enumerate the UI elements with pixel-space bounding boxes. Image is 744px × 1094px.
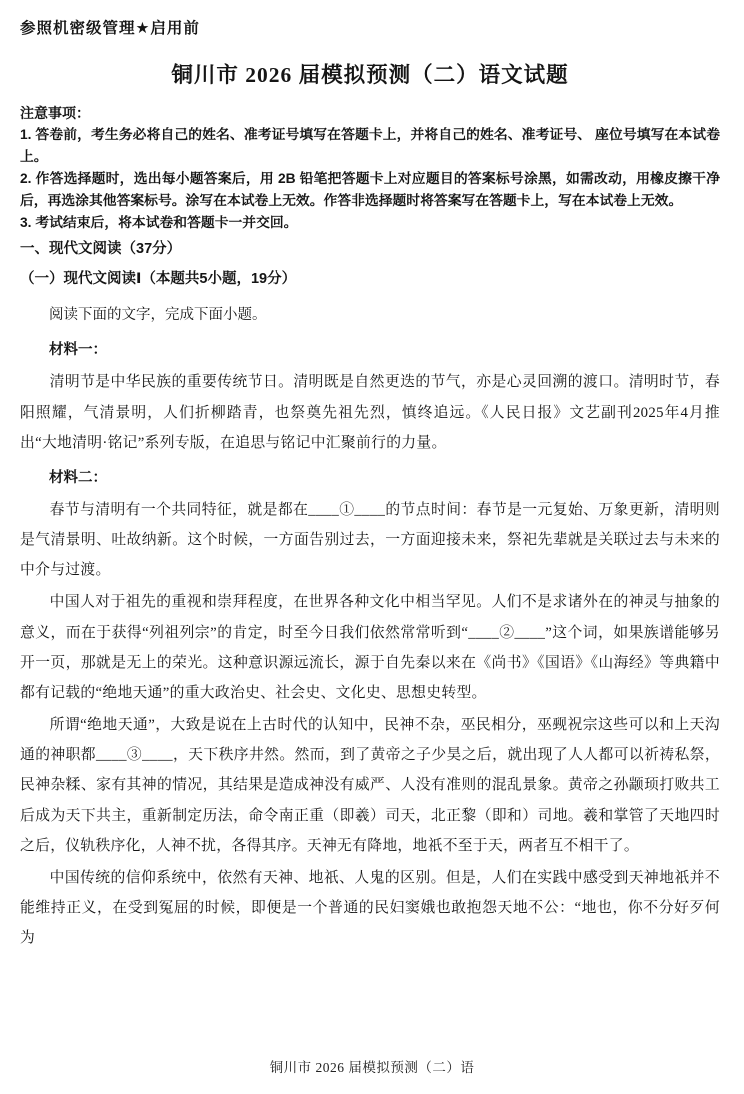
paragraph-body-para: 中国传统的信仰系统中，依然有天神、地祇、人鬼的区别。但是，人们在实践中感受到天神地祇并不能维持正义，在受到冤屈的时候，即便是一个普通的民妇窦娥也敢抱怨天地不公：“地也，你不分好歹何为	[20, 869, 720, 947]
paragraph-body-para: 所谓“绝地天通”，大致是说在上古时代的认知中，民神不杂，巫民相分，巫觋祝宗这些可以和上天沟通的神职都____③____，天下秩序井然。然而，到了黄帝之子少昊之后，就出现了人人都可以祈祷私祭，民神杂糅、家有其神的情况，其结果是造成神没有威严、人没有准则的混乱景象。黄帝之孙颛顼打败共工后成为天下共主，重新制定历法，命令南正重（即羲）司天，北正黎（即和）司地。羲和掌管了天地四时之后，仪轨秩序化，人神不扰，各得其序。天神无有降地，地祇不至于天，两者互不相干了。	[20, 717, 720, 854]
paragraph-notice: 3. 考试结束后，将本试卷和答题卡一并交回。	[20, 215, 298, 231]
paragraph-body-para: 春节与清明有一个共同特征，就是都在____①____的节点时间：春节是一元复始、万象更新，清明则是气清景明、吐故纳新。这个时候，一方面告别过去，一方面迎接未来，祭祀先辈就是关联过去与未来的中介与过渡。	[20, 501, 720, 579]
paragraph-section: 一、现代文阅读（37分）	[20, 241, 182, 258]
document-content	[20, 103, 720, 954]
paragraph-intro: 阅读下面的文字，完成下面小题。	[49, 307, 267, 324]
paragraph-section: （一）现代文阅读Ⅰ（本题共5小题，19分）	[20, 270, 297, 287]
paragraph-notice: 2. 作答选择题时，选出每小题答案后，用 2B 铅笔把答题卡上对应题目的答案标号涂黑，如需改动，用橡皮擦干净后，再选涂其他答案标号。涂写在本试卷上无效。作答非选择题时将答案写在答题卡上，写在本试卷上无效。	[20, 171, 720, 209]
paragraph-body-para: 清明节是中华民族的重要传统节日。清明既是自然更迭的节气，亦是心灵回溯的渡口。清明时节，春阳照耀，气清景明，人们折柳踏青，也祭奠先祖先烈，慎终追远。《人民日报》文艺副刊2025年4月推出“大地清明·铭记”系列专版，在追思与铭记中汇聚前行的力量。	[20, 374, 720, 451]
paragraph-notice: 1. 答卷前，考生务必将自己的姓名、准考证号填写在答题卡上，并将自己的姓名、准考证号、 座位号填写在本试卷上。	[20, 127, 720, 165]
page-footer: 铜川市 2026 届模拟预测（二）语	[269, 1060, 475, 1075]
paragraph-label: 材料二：	[49, 469, 107, 486]
paragraph-body-para: 中国人对于祖先的重视和崇拜程度，在世界各种文化中相当罕见。人们不是求诸外在的神灵与抽象的意义，而在于获得“列祖列宗”的肯定，时至今日我们依然常常听到“____②____”这个词，如果族谱能够另开一页，那就是无上的荣光。这种意识源远流长，源于自先秦以来在《尚书》《国语》《山海经》等典籍中都有记载的“绝地天通”的重大政治史、社会史、文化史、思想史转型。	[20, 594, 720, 701]
paragraph-label: 材料一：	[49, 342, 107, 359]
classification-banner: 参照机密级管理★启用前	[20, 20, 200, 37]
paragraph-notice-title: 注意事项：	[20, 105, 90, 121]
page-title: 铜川市 2026 届模拟预测（二）语文试题	[171, 63, 569, 87]
